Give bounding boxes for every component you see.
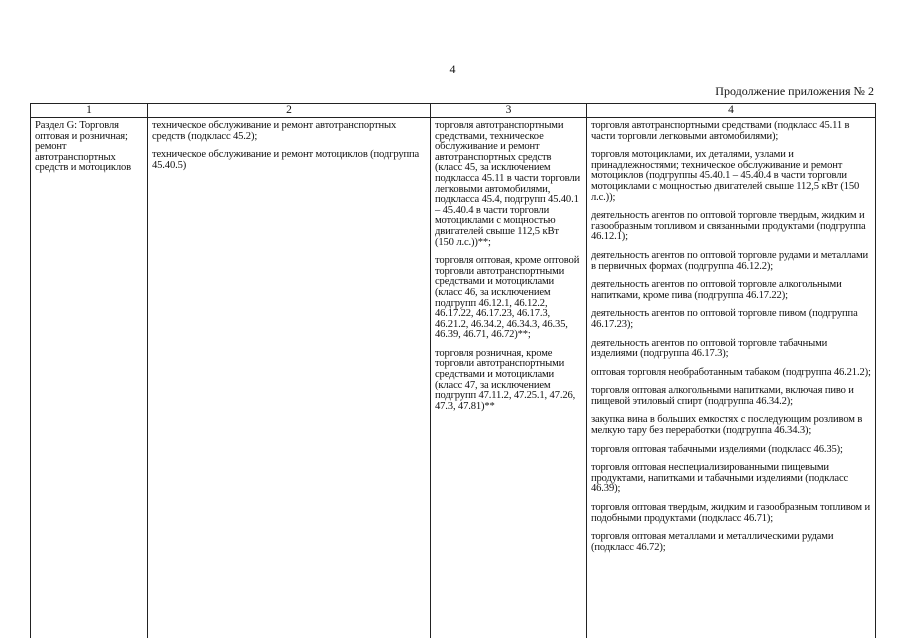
- column-header-1: 1: [31, 104, 148, 118]
- column-4-cell: [587, 118, 876, 638]
- appendix-continuation-label: Продолжение приложения № 2: [715, 84, 874, 98]
- col4-entry: закупка вина в больших емкостях с последующим розливом в мелкую тару без переработки (подгруппа 46.34.3);: [591, 414, 863, 437]
- activity-table: [30, 103, 876, 638]
- col4-entry: торговля мотоциклами, их деталями, узлами и принадлежностями; техническое обслуживание и ремонт мотоциклов (подгруппы 45.40.1 – 45.40.4 в части торговли мотоциклами с мощностью двигателей свыше 112,5 кВт (150 л.с.));: [591, 149, 860, 203]
- column-header-4: 4: [587, 104, 876, 118]
- col4-entry: торговля оптовая неспециализированными пищевыми продуктами, напитками и табачными изделиями (подкласс 46.39);: [591, 462, 849, 495]
- col4-entry: торговля оптовая табачными изделиями (подкласс 46.35);: [591, 443, 843, 455]
- column-header-2: 2: [148, 104, 431, 118]
- col4-entry: деятельность агентов по оптовой торговле твердым, жидким и газообразным топливом и связанными продуктами (подгруппа 46.12.1);: [591, 210, 866, 243]
- column-number-row: [31, 104, 876, 118]
- page-number: 4: [449, 62, 456, 76]
- col2-entry: техническое обслуживание и ремонт автотранспортных средств (подкласс 45.2);: [152, 120, 397, 142]
- col4-entry: деятельность агентов по оптовой торговле рудами и металлами в первичных формах (подгруппа 46.12.2);: [591, 249, 869, 272]
- table-row: [31, 118, 876, 638]
- col4-entry: торговля оптовая алкогольными напитками, включая пиво и пищевой этиловый спирт (подгруппа 46.34.2);: [591, 385, 854, 407]
- col4-entry: деятельность агентов по оптовой торговле алкогольными напитками, кроме пива (подгруппа 46.17.22);: [591, 279, 842, 301]
- col4-entry: оптовая торговля необработанным табаком (подгруппа 46.21.2);: [591, 366, 871, 378]
- col2-entry: техническое обслуживание и ремонт мотоциклов (подгруппа 45.40.5): [152, 149, 420, 171]
- col4-entry: деятельность агентов по оптовой торговле табачными изделиями (подгруппа 46.17.3);: [591, 337, 828, 360]
- col4-entry: торговля оптовая металлами и металлическими рудами (подкласс 46.72);: [591, 531, 834, 553]
- section-title: Раздел G: Торговля оптовая и розничная; ремонт автотранспортных средств и мотоциклов: [35, 120, 131, 174]
- column-3-cell: [431, 118, 587, 638]
- section-cell: [31, 118, 148, 638]
- col4-entry: деятельность агентов по оптовой торговле пивом (подгруппа 46.17.23);: [591, 308, 858, 330]
- col4-entry: торговля оптовая твердым, жидким и газообразным топливом и подобными продуктами (подкласс 46.71);: [591, 502, 871, 524]
- col3-entry: торговля автотранспортными средствами, техническое обслуживание и ремонт автотранспортных средств (класс 45, за исключением подкласса 45.11 в части торговли легковыми автомобилями, подкласса 45.4, подгрупп 45.40.1 – 45.40.4 в части торговли мотоциклами с мощностью двигателей свыше 112,5 кВт (150 л.с.))**;: [435, 120, 580, 248]
- col3-entry: торговля розничная, кроме торговли автотранспортными средствами и мотоциклами (класс 47, за исключением подгрупп 47.11.2, 47.25.1, 47.26, 47.3, 47.81)**: [435, 347, 576, 412]
- col3-entry: торговля оптовая, кроме оптовой торговли автотранспортными средствами и мотоциклами (класс 46, за исключением подгрупп 46.12.1, 46.12.2, 46.17.22, 46.17.23, 46.17.3, 46.21.2, 46.34.2, 46.34.3, 46.35, 46.39, 46.71, 46.72)**;: [435, 255, 580, 341]
- col4-entry: торговля автотранспортными средствами (подкласс 45.11 в части торговли легковыми автомобилями);: [591, 120, 850, 142]
- column-header-3: 3: [431, 104, 587, 118]
- column-2-cell: [148, 118, 431, 638]
